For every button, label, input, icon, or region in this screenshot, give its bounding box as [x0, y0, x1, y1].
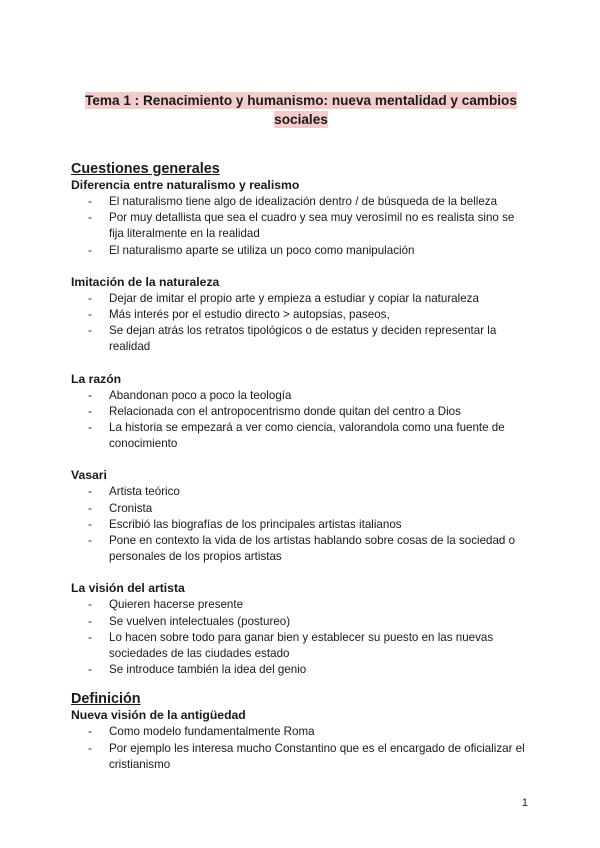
dash-bullet-icon: - [88, 324, 92, 338]
subsection-title: Diferencia entre naturalismo y realismo [71, 178, 300, 192]
subsection-title: Imitación de la naturaleza [71, 274, 220, 289]
list-item-text: Relacionada con el antropocentrismo donde quitan del centro a Dios [109, 404, 461, 418]
subsection-gap [71, 452, 531, 468]
list-item-text: Escribió las biografías de los principales artistas italianos [109, 517, 402, 531]
document-body [71, 160, 531, 773]
document-title [70, 91, 532, 129]
list-item-text: Artista teórico [109, 485, 180, 499]
dash-bullet-icon: - [88, 388, 92, 402]
dash-bullet-icon: - [88, 725, 92, 739]
dash-bullet-icon: - [88, 485, 92, 499]
dash-bullet-icon: - [88, 195, 92, 208]
list-item [71, 388, 531, 404]
list-item [71, 630, 531, 662]
list-item [71, 243, 531, 259]
list-item-text: Por muy detallista que sea el cuadro y sea muy verosímil no es realista sino se fija literalmente en la realidad [109, 211, 515, 241]
subsection-title: Nueva visión de la antigüedad [71, 708, 246, 723]
subsection-gap [71, 356, 531, 372]
bullet-list [71, 388, 531, 453]
list-item [71, 597, 531, 613]
list-item [71, 614, 531, 630]
dash-bullet-icon: - [88, 291, 92, 305]
list-item [71, 741, 531, 773]
list-item [71, 662, 531, 678]
section-heading: Definición [71, 691, 141, 708]
subsection-title: La visión del artista [71, 581, 185, 596]
subsection-title: Vasari [71, 468, 107, 483]
dash-bullet-icon: - [88, 741, 92, 755]
bullet-list [71, 724, 531, 773]
list-item-text: Se introduce también la idea del genio [109, 663, 307, 677]
list-item [71, 533, 531, 565]
bullet-list [71, 484, 531, 565]
dash-bullet-icon: - [88, 614, 92, 628]
dash-bullet-icon: - [88, 517, 92, 531]
list-item-text: Más interés por el estudio directo > autopsias, paseos, [109, 308, 390, 322]
bullet-list [71, 194, 531, 259]
subsection-title: La razón [71, 371, 122, 386]
list-item-text: Cronista [109, 501, 153, 515]
list-item-text: Abandonan poco a poco la teología [109, 388, 292, 402]
list-item-text: Lo hacen sobre todo para ganar bien y establecer su puesto en las nuevas sociedades de las ciudades estado [109, 630, 494, 661]
list-item [71, 307, 531, 323]
list-item-text: La historia se empezará a ver como ciencia, valorandola como una fuente de conocimiento [109, 421, 505, 451]
list-item [71, 291, 531, 307]
list-item [71, 420, 531, 452]
list-item-text: Quieren hacerse presente [109, 598, 244, 612]
list-item-text: Pone en contexto la vida de los artistas hablando sobre cosas de la sociedad o personales de los propios artistas [109, 534, 516, 564]
list-item [71, 404, 531, 420]
list-item [71, 323, 531, 355]
list-item [71, 501, 531, 517]
bullet-list [71, 597, 531, 678]
dash-bullet-icon: - [88, 534, 92, 548]
list-item-text: Dejar de imitar el propio arte y empieza a estudiar y copiar la naturaleza [109, 291, 479, 305]
list-item-text: El naturalismo aparte se utiliza un poco como manipulación [109, 243, 415, 257]
dash-bullet-icon: - [88, 663, 92, 677]
list-item [71, 210, 531, 242]
dash-bullet-icon: - [88, 421, 92, 435]
section-gap [71, 678, 531, 690]
dash-bullet-icon: - [88, 243, 92, 257]
dash-bullet-icon: - [88, 501, 92, 515]
document-title-text: Tema 1 : Renacimiento y humanismo: nueva mentalidad y cambios sociales [85, 93, 517, 127]
page-number: 1 [521, 797, 528, 809]
dash-bullet-icon: - [88, 404, 92, 418]
subsection-gap [71, 259, 531, 275]
dash-bullet-icon: - [88, 630, 92, 644]
subsection-gap [71, 565, 531, 581]
list-item [71, 484, 531, 500]
list-item [71, 517, 531, 533]
list-item-text: El naturalismo tiene algo de idealización dentro / de búsqueda de la belleza [109, 195, 498, 208]
list-item-text: Se dejan atrás los retratos tipológicos o de estatus y deciden representar la realidad [109, 324, 497, 354]
section-heading: Cuestiones generales [71, 161, 220, 177]
list-item [71, 724, 531, 740]
list-item [71, 194, 531, 210]
list-item-text: Se vuelven intelectuales (postureo) [109, 614, 291, 628]
dash-bullet-icon: - [88, 211, 92, 225]
dash-bullet-icon: - [88, 308, 92, 322]
list-item-text: Por ejemplo les interesa mucho Constantino que es el encargado de oficializar el cristianismo [109, 741, 525, 771]
dash-bullet-icon: - [88, 598, 92, 612]
bullet-list [71, 291, 531, 356]
list-item-text: Como modelo fundamentalmente Roma [109, 725, 315, 739]
